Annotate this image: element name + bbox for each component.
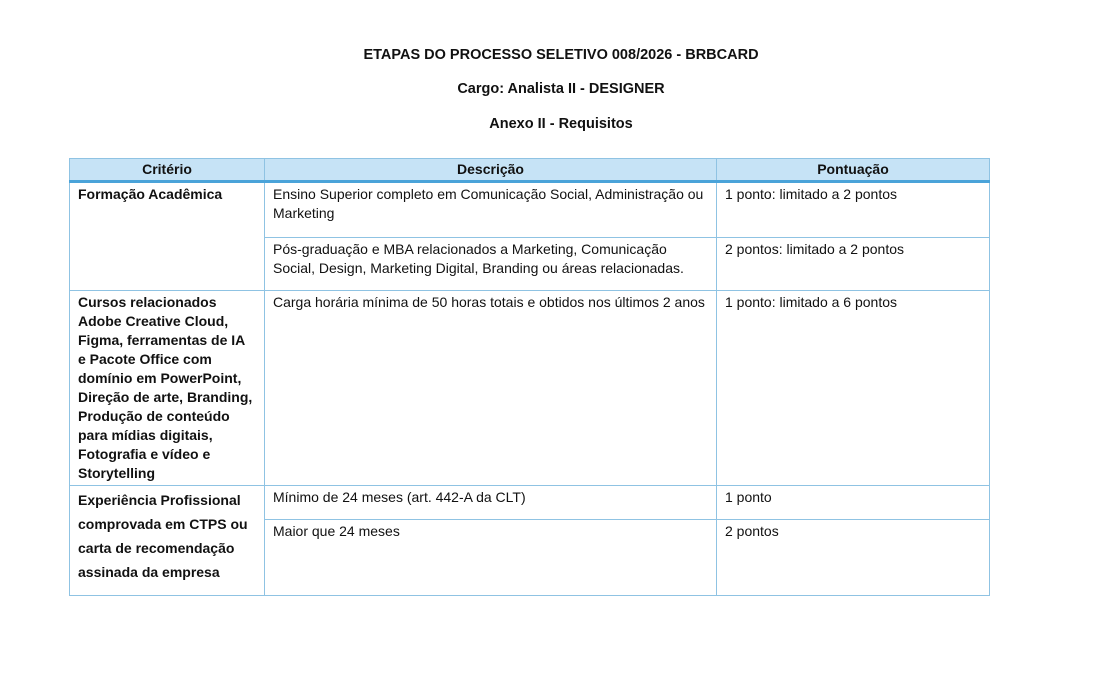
- score-cell: 2 pontos: limitado a 2 pontos: [717, 238, 990, 291]
- column-header-criterio: Critério: [70, 159, 265, 182]
- position-subtitle: Cargo: Analista II - DESIGNER: [457, 81, 665, 97]
- table-header-row: [70, 159, 990, 182]
- annex-heading: Anexo II - Requisitos: [489, 116, 633, 132]
- description-cell: Maior que 24 meses: [265, 520, 717, 596]
- requirements-table: [69, 158, 990, 596]
- description-cell: Pós-graduação e MBA relacionados a Marketing, Comunicação Social, Design, Marketing Digital, Branding ou áreas relacionadas.: [265, 238, 717, 291]
- column-header-descricao: Descrição: [265, 159, 717, 182]
- document-title: ETAPAS DO PROCESSO SELETIVO 008/2026 - BRBCARD: [363, 47, 759, 63]
- score-cell: 1 ponto: limitado a 2 pontos: [717, 182, 990, 238]
- table-row: [70, 291, 990, 486]
- score-cell: 2 pontos: [717, 520, 990, 596]
- criterion-experiencia-profissional: Experiência Profissional comprovada em CTPS ou carta de recomendação assinada da empresa: [70, 486, 265, 596]
- score-cell: 1 ponto: limitado a 6 pontos: [717, 291, 990, 486]
- table-row: [70, 182, 990, 238]
- description-cell: Carga horária mínima de 50 horas totais e obtidos nos últimos 2 anos: [265, 291, 717, 486]
- description-cell: Mínimo de 24 meses (art. 442-A da CLT): [265, 486, 717, 520]
- column-header-pontuacao: Pontuação: [717, 159, 990, 182]
- score-cell: 1 ponto: [717, 486, 990, 520]
- description-cell: Ensino Superior completo em Comunicação Social, Administração ou Marketing: [265, 182, 717, 238]
- criterion-formacao-academica: Formação Acadêmica: [70, 182, 265, 291]
- table-row: [70, 486, 990, 520]
- criterion-cursos-relacionados: Cursos relacionados Adobe Creative Cloud, Figma, ferramentas de IA e Pacote Office com domínio em PowerPoint, Direção de arte, Branding, Produção de conteúdo para mídias digitais, Fotografia e vídeo e Storytelling: [70, 291, 265, 486]
